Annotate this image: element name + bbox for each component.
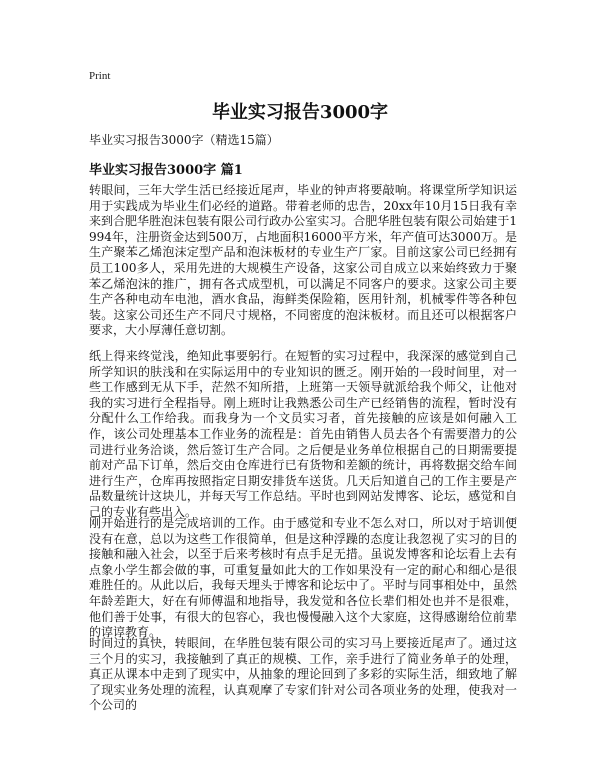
paragraph-1: 转眼间，三年大学生活已经接近尾声，毕业的钟声将要敲响。将课堂所学知识运用于实践成为毕业生们必经的道路。带着老师的忠告，20xx年10月15日我有幸来到合肥华胜泡沫包装有限公司行政办公室实习。合肥华胜包装有限公司始建于1994年，注册资金达到500万，占地面积16000平方米，年产值可达3000万。是生产聚苯乙烯泡沫定型产品和泡沫板材的专业生产厂家。目前这家公司已经拥有员工100多人，采用先进的大规模生产设备，这家公司自成立以来始终致力于聚苯乙烯泡沫的推广，拥有各式成型机，可以满足不同客户的要求。这家公司主要生产各种电动车电池，酒水食品，海鲜类保险箱，医用针剂，机械零件等各种包装。这家公司还生产不同尺寸规格，不同密度的泡沫板材。而且还可以根据客户要求，大小厚薄任意切割。 xyxy=(89,183,517,338)
paragraph-4: 时间过的真快，转眼间，在华胜包装有限公司的实习马上要接近尾声了。通过这三个月的实习，我接触到了真正的规模、工作，亲手进行了简业务单子的处理，真正从课本中走到了现实中，从抽象的理论回到了多彩的实际生活，细致地了解了现实业务处理的流程，认真观摩了专家们针对公司各项业务的处理，使我对一个公司的 xyxy=(89,636,517,713)
section-heading: 毕业实习报告3000字 篇1 xyxy=(89,163,243,178)
paragraph-3: 刚开始进行的是完成培训的工作。由于感觉和专业不怎么对口，所以对于培训便没有在意，总以为这些工作很简单，但是这种浮躁的态度让我忽视了实习的目的接触和融入社会，以至于后来考核时有点手足无措。虽说发博客和论坛看上去有点象小学生都会做的事，可重复量如此大的工作如果没有一定的耐心和细心是很难胜任的。从此以后，我每天埋头于博客和论坛中了。平时与同事相处中，虽然年龄差距大，好在有师傅温和地指导，我发觉和各位长辈们相处也并不是很难，他们善于处事，有很大的包容心，我也慢慢融入这个大家庭，这得感谢给位前辈的谆谆教育。 xyxy=(89,516,517,640)
print-link[interactable]: Print xyxy=(89,70,111,82)
document-subtitle: 毕业实习报告3000字（精选15篇） xyxy=(89,133,279,147)
paragraph-2: 纸上得来终觉浅，绝知此事要躬行。在短暂的实习过程中，我深深的感觉到自己所学知识的肤浅和在实际运用中的专业知识的匮乏。刚开始的一段时间里，对一些工作感到无从下手，茫然不知所措，上班第一天领导就派给我个师父，让他对我的实习进行全程指导。刚上班时让我熟悉公司生产已经销售的流程，暂时没有分配什么工作给我。而我身为一个文员实习者，首先接触的应该是如何融入工作，该公司处理基本工作业务的流程是：首先由销售人员去各个有需要潜力的公司进行业务洽谈，然后签订生产合同。之后便是业务单位根据自己的日期需要提前对产品下订单，然后交由仓库进行已有货物和差额的统计，再将数据交给车间进行生产，仓库再按照指定日期安排货车送货。几天后知道自己的工作主要是产品数量统计这块儿，并每天写工作总结。平时也到网站发博客、论坛，感觉和自己的专业有些出入。 xyxy=(89,349,517,519)
page-title: 毕业实习报告3000字 xyxy=(211,102,389,123)
